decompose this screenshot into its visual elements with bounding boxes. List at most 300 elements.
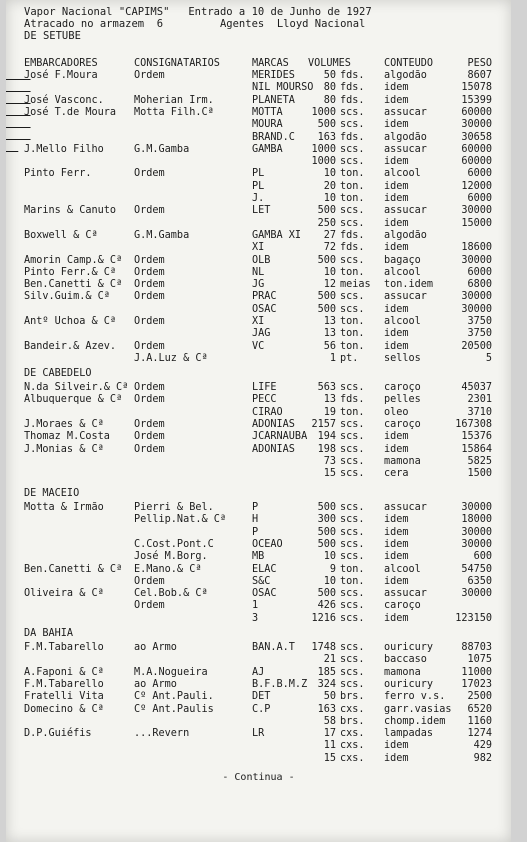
cell-t: idem [384,217,409,229]
cell-c: Ordem [134,291,165,303]
cell-c: Ordem [134,279,165,291]
cell-m: OLB [252,254,271,266]
cell-v: 198 [317,443,336,455]
cell-m: PL [252,168,265,180]
cell-u: ton. [340,316,365,327]
cell-v: 2157 [311,418,336,430]
column-conteudo: CONTEUDO [384,58,434,69]
cell-u: ton. [340,340,365,352]
footer-continua: - Continua - [222,772,295,783]
cell-c: Ordem [134,70,165,81]
cell-m: C.P [252,703,271,715]
cell-t: alcool [384,266,421,278]
cell-e: Pinto Ferr. [24,168,92,180]
cell-p: 15399 [461,94,492,106]
cell-p: 30000 [461,502,492,513]
cell-t: alcool [384,563,421,575]
cell-u: fds. [340,229,365,241]
cell-c: E.Mano.& Cª [134,563,202,575]
cell-p: 3710 [467,406,492,418]
cell-u: cxs. [340,703,365,715]
cell-v: 324 [317,678,336,690]
cell-t: baccaso [384,654,427,666]
manifest-row [6,168,511,180]
cell-p: 2500 [467,691,492,703]
document-page [6,0,511,842]
manifest-row [6,82,511,94]
manifest-row [6,576,511,588]
cell-m: LET [252,205,271,217]
cell-v: 500 [317,205,336,217]
cell-u: ton. [340,575,365,587]
cell-t: assucar [384,205,427,217]
cell-v: 1748 [311,642,336,653]
cell-p: 12000 [461,180,492,192]
cell-u: fds. [340,394,365,406]
cell-t: idem [384,514,409,526]
manifest-row [6,456,511,468]
cell-v: 17 [323,728,336,740]
cell-t: assucar [384,291,427,303]
cell-m: BAN.A.T [252,642,295,653]
cell-v: 10 [323,168,336,180]
manifest-row [6,304,511,316]
manifest-row [6,353,511,365]
cell-m: OSAC [252,588,277,600]
cell-c: Ordem [134,316,165,327]
cell-m: CIRAO [252,406,283,418]
cell-u: ton. [340,180,365,192]
cell-p: 15376 [461,431,492,443]
manifest-row [6,444,511,456]
cell-m: P [252,526,259,538]
cell-u: fds. [340,131,365,143]
cell-c: M.A.Nogueira [134,666,208,678]
cell-p: 6000 [467,168,492,180]
cell-m: LR [252,728,265,740]
cell-m: LIFE [252,382,277,393]
manifest-row [6,267,511,279]
cell-p: 60000 [461,143,492,155]
cell-u: brs. [340,715,365,727]
cell-t: idem [384,740,409,752]
manifest-row [6,328,511,340]
manifest-row [6,667,511,679]
cell-m: OCEAO [252,538,283,550]
manifest-row [6,144,511,156]
cell-p: 17023 [461,678,492,690]
cell-u: scs. [340,254,365,266]
cell-u: brs. [340,691,365,703]
cell-e: Domecino & Cª [24,703,104,715]
cell-t: garr.vasias [384,703,452,715]
cell-v: 15 [323,468,336,480]
cell-e: José T.de Moura [24,106,117,118]
cell-p: 30000 [461,254,492,266]
cell-e: José Vasconc. [24,94,104,106]
cell-e: F.M.Tabarello [24,678,104,690]
cell-v: 500 [317,502,336,513]
manifest-row [6,527,511,539]
cell-c: Cº Ant.Pauli. [134,691,214,703]
cell-m: AJ [252,666,265,678]
cell-u: scs. [340,455,365,467]
cell-p: 1160 [467,715,492,727]
cell-t: chomp.idem [384,715,446,727]
cell-e: J.Mello Filho [24,143,104,155]
manifest-row [6,132,511,144]
cell-p: 60000 [461,106,492,118]
cell-m: NIL MOURSO [252,82,314,94]
cell-c: Ordem [134,394,165,406]
cell-v: 13 [323,394,336,406]
cell-t: bagaço [384,254,421,266]
cell-v: 500 [317,119,336,131]
column-header-row [6,58,511,70]
manifest-row [6,753,511,765]
manifest-row [6,691,511,703]
cell-m: JCARNAUBA [252,431,308,443]
cell-t: assucar [384,106,427,118]
cell-t: sellos [384,352,421,364]
manifest-row [6,679,511,691]
cell-p: 88703 [461,642,492,653]
cell-u: scs. [340,514,365,526]
cell-u: scs. [340,418,365,430]
manifest-row [6,341,511,353]
cell-u: scs. [340,156,365,168]
cell-m: 3 [252,612,259,624]
cell-m: ADONIAS [252,418,295,430]
cell-v: 163 [317,131,336,143]
cell-u: scs. [340,382,365,393]
cell-p: 3750 [467,328,492,340]
cell-t: idem [384,538,409,550]
cell-t: ouricury [384,642,434,653]
cell-u: scs. [340,588,365,600]
cell-t: caroço [384,418,421,430]
cell-e: N.da Silveir.& Cª [24,382,129,393]
cell-p: 45037 [461,382,492,393]
cell-v: 72 [323,242,336,254]
cell-v: 1000 [311,143,336,155]
cell-c: Ordem [134,254,165,266]
cell-u: scs. [340,654,365,666]
cell-v: 56 [323,340,336,352]
manifest-row [6,431,511,443]
column-volumes: VOLUMES [308,58,351,69]
cell-t: ouricury [384,678,434,690]
cell-u: scs. [340,431,365,443]
cell-u: meias [340,279,371,291]
column-embarcadores: EMBARCADORES [24,58,98,69]
cell-p: 30000 [461,526,492,538]
cell-p: 18000 [461,514,492,526]
cell-p: 3750 [467,316,492,327]
manifest-row [6,728,511,740]
cell-t: idem [384,526,409,538]
cell-e: D.P.Guiéfis [24,728,92,740]
manifest-row [6,107,511,119]
cell-m: MOURA [252,119,283,131]
cell-v: 500 [317,526,336,538]
cell-u: fds. [340,70,365,81]
cell-m: JG [252,279,265,291]
manifest-row [6,156,511,168]
manifest-row [6,564,511,576]
cell-p: 123150 [455,612,492,624]
cell-t: assucar [384,588,427,600]
cell-c: Cel.Bob.& Cª [134,588,208,600]
cell-p: 6800 [467,279,492,291]
cell-u: ton. [340,406,365,418]
cell-p: 15864 [461,443,492,455]
cell-m: PRAC [252,291,277,303]
cell-c: José M.Borg. [134,551,208,563]
cell-p: 20500 [461,340,492,352]
cell-m: VC [252,340,265,352]
manifest-row [6,70,511,82]
cell-u: scs. [340,666,365,678]
cell-t: alcool [384,316,421,327]
cell-v: 1 [329,352,336,364]
cell-u: scs. [340,143,365,155]
cell-t: alcool [384,168,421,180]
cell-m: J. [252,193,265,204]
cell-u: fds. [340,94,365,106]
header-line-1: Vapor Nacional "CAPIMS" Entrado a 10 de Junho de 1927 [24,6,372,18]
cell-e: Albuquerque & Cª [24,394,123,406]
cell-u: scs. [340,443,365,455]
cell-m: B.F.B.M.Z [252,678,308,690]
header-line-3: DE SETUBE [24,30,81,42]
cell-u: cxs. [340,752,365,764]
cell-m: GAMBA [252,143,283,155]
cell-e: Boxwell & Cª [24,229,98,241]
cell-v: 13 [323,328,336,340]
cell-e: Ben.Canetti & Cª [24,279,123,291]
cell-t: idem [384,431,409,443]
cell-c: Ordem [134,431,165,443]
cell-p: 6520 [467,703,492,715]
cell-c: Pellip.Nat.& Cª [134,514,227,526]
cell-c: Ordem [134,600,165,612]
cell-u: ton. [340,563,365,575]
cell-p: 1075 [467,654,492,666]
manifest-row [6,600,511,612]
cell-u: ton. [340,328,365,340]
cell-c: Ordem [134,266,165,278]
cell-p: 6350 [467,575,492,587]
cell-v: 500 [317,538,336,550]
manifest-row [6,242,511,254]
cell-e: Ben.Canetti & Cª [24,563,123,575]
manifest-row [6,539,511,551]
cell-t: idem [384,575,409,587]
cell-v: 27 [323,229,336,241]
cell-u: cxs. [340,728,365,740]
manifest-row [6,291,511,303]
cell-m: OSAC [252,303,277,315]
cell-p: 30000 [461,588,492,600]
header-line-2: Atracado no armazem 6 Agentes Lloyd Nacional [24,18,366,30]
cell-u: ton. [340,266,365,278]
manifest-row [6,218,511,230]
cell-m: 1 [252,600,259,612]
cell-p: 6000 [467,193,492,204]
manifest-row [6,316,511,328]
cell-e: Motta & Irmão [24,502,104,513]
cell-v: 9 [329,563,336,575]
cell-u: scs. [340,612,365,624]
cell-v: 563 [317,382,336,393]
cell-c: Cº Ant.Paulis [134,703,214,715]
cell-p: 5825 [467,455,492,467]
cell-m: S&C [252,575,271,587]
cell-u: ton. [340,168,365,180]
cell-c: Ordem [134,168,165,180]
cell-e: Amorin Camp.& Cª [24,254,123,266]
cell-t: cera [384,468,409,480]
manifest-row [6,740,511,752]
cell-e: Marins & Canuto [24,205,117,217]
cell-e: Fratelli Vita [24,691,104,703]
cell-e: Pinto Ferr.& Cª [24,266,117,278]
cell-v: 163 [317,703,336,715]
cell-t: assucar [384,502,427,513]
cell-u: scs. [340,678,365,690]
cell-t: pelles [384,394,421,406]
cell-v: 300 [317,514,336,526]
cell-v: 10 [323,575,336,587]
cell-v: 58 [323,715,336,727]
cell-t: idem [384,193,409,204]
cell-c: ...Revern [134,728,190,740]
cell-m: PL [252,180,265,192]
cell-v: 20 [323,180,336,192]
cell-v: 250 [317,217,336,229]
cell-p: 11000 [461,666,492,678]
manifest-row [6,588,511,600]
cell-t: idem [384,119,409,131]
column-peso: PESO [467,58,492,69]
cell-p: 15000 [461,217,492,229]
cell-c: ao Armo [134,642,177,653]
cell-u: scs. [340,468,365,480]
cell-m: BRAND.C [252,131,295,143]
cell-u: pt. [340,352,359,364]
cell-t: lampadas [384,728,434,740]
cell-t: caroço [384,600,421,612]
cell-t: idem [384,752,409,764]
cell-v: 73 [323,455,336,467]
cell-p: 30000 [461,291,492,303]
cell-u: scs. [340,551,365,563]
cell-v: 13 [323,316,336,327]
cell-m: MOTTA [252,106,283,118]
cell-v: 50 [323,691,336,703]
cell-v: 500 [317,291,336,303]
cell-m: XI [252,316,265,327]
cell-p: 600 [473,551,492,563]
manifest-row [6,716,511,728]
cell-c: G.M.Gamba [134,229,190,241]
cell-v: 15 [323,752,336,764]
cell-p: 30000 [461,303,492,315]
cell-p: 30658 [461,131,492,143]
cell-v: 426 [317,600,336,612]
cell-t: mamona [384,455,421,467]
cell-p: 1500 [467,468,492,480]
cell-u: fds. [340,82,365,94]
cell-e: A.Faponi & Cª [24,666,104,678]
manifest-row [6,514,511,526]
cell-p: 982 [473,752,492,764]
cell-m: MERIDES [252,70,295,81]
cell-m: PLANETA [252,94,295,106]
cell-t: idem [384,156,409,168]
manifest-row [6,382,511,394]
cell-t: caroço [384,382,421,393]
manifest-row [6,407,511,419]
cell-p: 30000 [461,205,492,217]
cell-e: Silv.Guim.& Cª [24,291,110,303]
cell-c: Ordem [134,418,165,430]
manifest-row [6,654,511,666]
cell-c: C.Cost.Pont.C [134,538,214,550]
cell-e: Bandeir.& Azev. [24,340,117,352]
cell-t: idem [384,242,409,254]
cell-u: scs. [340,600,365,612]
cell-v: 1000 [311,106,336,118]
cell-t: ferro v.s. [384,691,446,703]
manifest-row [6,642,511,654]
cell-t: idem [384,340,409,352]
cell-p: 1274 [467,728,492,740]
manifest-row [6,704,511,716]
manifest-row [6,419,511,431]
section-title [6,368,511,380]
cell-e: José F.Moura [24,70,98,81]
cell-c: Ordem [134,382,165,393]
manifest-row [6,193,511,205]
manifest-row [6,502,511,514]
section-title [6,488,511,500]
column-marcas: MARCAS [252,58,289,69]
cell-v: 10 [323,266,336,278]
cell-t: idem [384,328,409,340]
cell-m: NL [252,266,265,278]
cell-u: scs. [340,106,365,118]
cell-m: P [252,502,259,513]
cell-v: 12 [323,279,336,291]
cell-p: 8607 [467,70,492,81]
cell-t: idem [384,180,409,192]
cell-c: Ordem [134,340,165,352]
cell-m: ADONIAS [252,443,295,455]
manifest-row [6,551,511,563]
section-title-text: DE MACEIO [24,488,80,499]
cell-p: 15078 [461,82,492,94]
manifest-row [6,613,511,625]
cell-t: assucar [384,143,427,155]
cell-c: Pierri & Bel. [134,502,214,513]
cell-v: 80 [323,94,336,106]
manifest-row [6,95,511,107]
cell-u: ton. [340,193,365,204]
cell-c: ao Armo [134,678,177,690]
cell-e: J.Monias & Cª [24,443,104,455]
